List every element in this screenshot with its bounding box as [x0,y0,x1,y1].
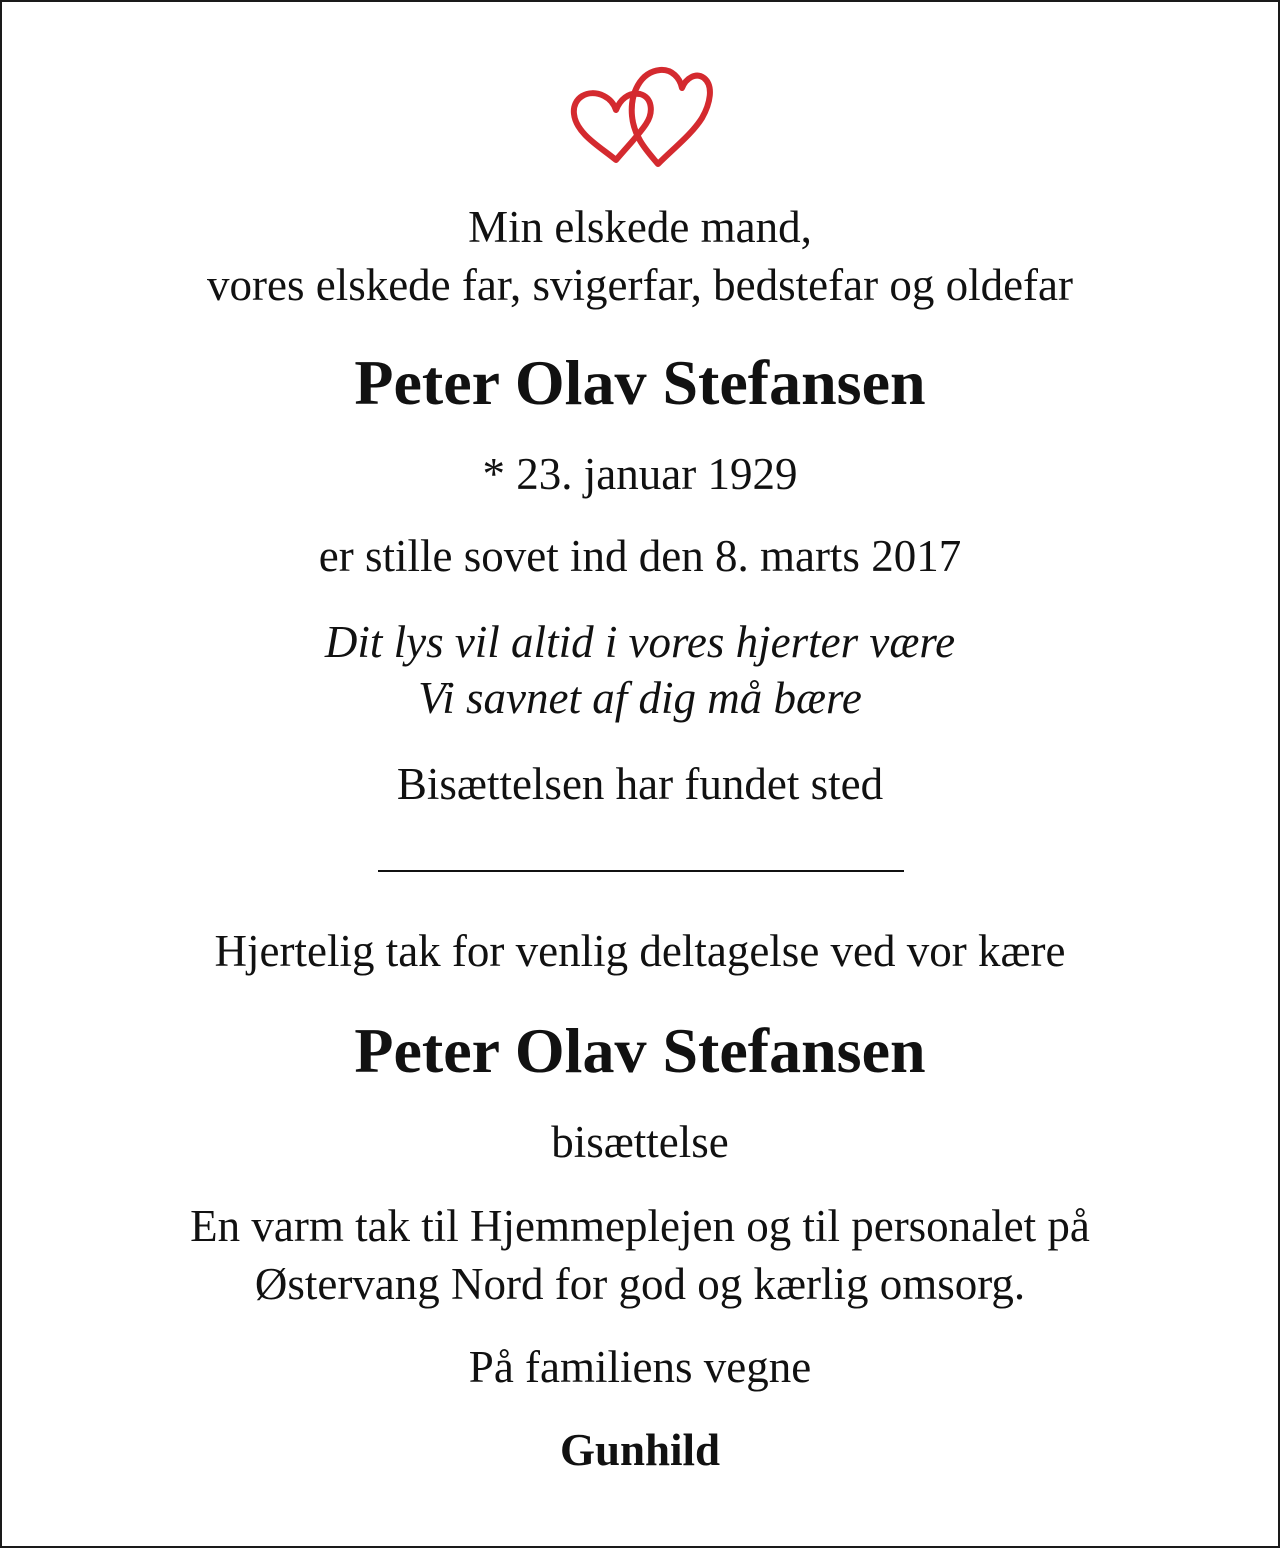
thanks-intro: Hjertelig tak for venlig deltagelse ved vor kære [214,926,1066,976]
on-behalf: På familiens vegne [468,1342,812,1392]
birth-date: * 23. januar 1929 [482,449,798,499]
deceased-name: Peter Olav Stefansen [354,347,926,418]
intro-line-2: vores elskede far, svigerfar, bedstefar og oldefar [207,260,1073,310]
intro-line-1: Min elskede mand, [468,202,812,252]
funeral-note: Bisættelsen har fundet sted [396,759,884,809]
thanks-message-line-2: Østervang Nord for god og kærlig omsorg. [254,1259,1026,1309]
thanks-name: Peter Olav Stefansen [354,1015,926,1086]
thanks-occasion: bisættelse [551,1117,729,1167]
death-date: er stille sovet ind den 8. marts 2017 [318,531,962,581]
two-linked-hearts-icon [568,64,714,168]
verse-line-2: Vi savnet af dig må bære [418,673,862,723]
verse-line-1: Dit lys vil altid i vores hjerter være [324,617,956,667]
section-divider [378,870,904,872]
signature: Gunhild [559,1425,721,1475]
thanks-message-line-1: En varm tak til Hjemmeplejen og til personalet på [190,1201,1090,1251]
